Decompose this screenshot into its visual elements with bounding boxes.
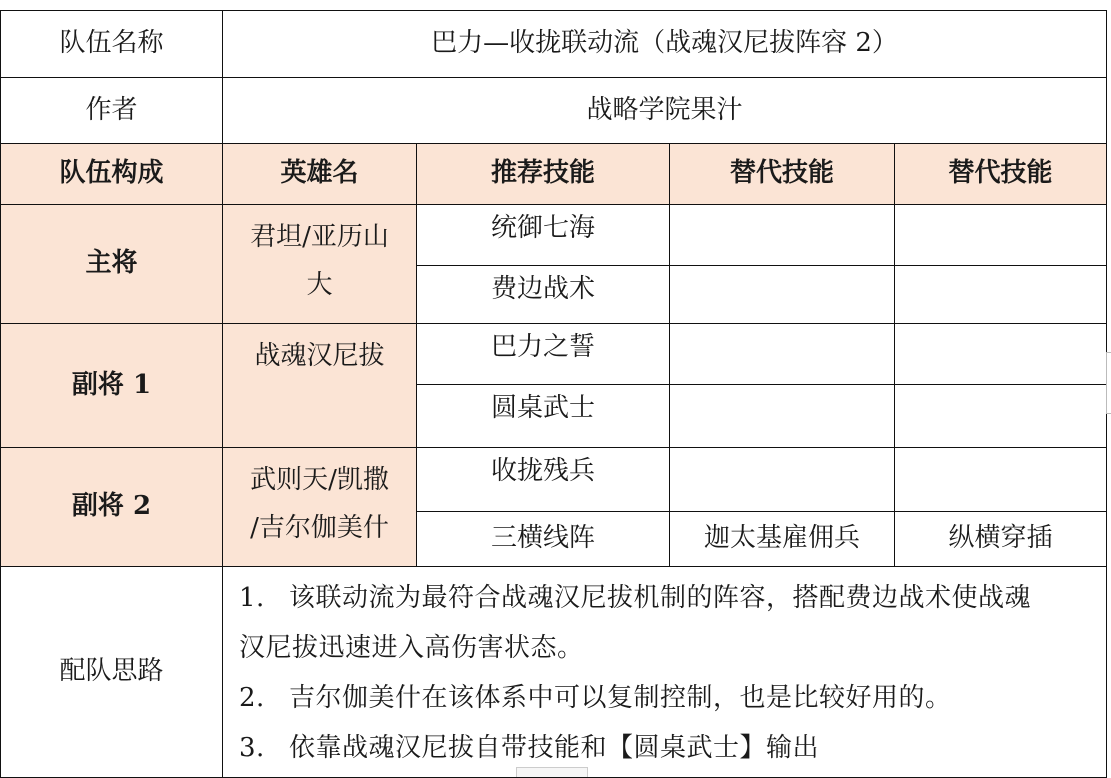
header-alt-skill-2: 替代技能 <box>895 144 1107 205</box>
idea-line-text: 依靠战魂汉尼拔自带技能和【圆桌武士】输出 <box>289 733 820 763</box>
recommended-skill: 收拢残兵 <box>417 448 670 512</box>
header-recommended-skill: 推荐技能 <box>417 144 670 205</box>
header-alt-skill-1: 替代技能 <box>670 144 895 205</box>
alt-skill-2 <box>895 385 1107 448</box>
alt-skill-1 <box>670 324 895 385</box>
alt-skill-2 <box>895 448 1107 512</box>
idea-line-number: 2. <box>239 683 265 713</box>
alt-skill-2 <box>895 205 1107 266</box>
role-main-general: 主将 <box>1 205 223 324</box>
hero-name-line: 君坦/亚历山 <box>250 222 389 252</box>
idea-line-text: 吉尔伽美什在该体系中可以复制控制，也是比较好用的。 <box>289 683 952 713</box>
hero-name-line: 战魂汉尼拔 <box>254 341 385 371</box>
header-hero: 英雄名 <box>223 144 417 205</box>
hero-main-general <box>223 205 417 324</box>
recommended-skill: 圆桌武士 <box>417 385 670 448</box>
team-name-value: 巴力—收拢联动流（战魂汉尼拔阵容 2） <box>223 11 1107 78</box>
header-composition: 队伍构成 <box>1 144 223 205</box>
idea-line <box>239 573 1090 623</box>
alt-skill-1: 迦太基雇佣兵 <box>670 512 895 567</box>
idea-label: 配队思路 <box>1 567 223 778</box>
idea-line-text: 该联动流为最符合战魂汉尼拔机制的阵容，搭配费边战术使战魂 <box>289 583 1032 613</box>
idea-line-text: 汉尼拔迅速进入高伤害状态。 <box>239 633 584 663</box>
alt-skill-1 <box>670 205 895 266</box>
idea-content <box>223 567 1107 778</box>
table-resize-handle[interactable] <box>1106 352 1111 414</box>
hero-name-line: 大 <box>306 270 333 300</box>
recommended-skill: 巴力之誓 <box>417 324 670 385</box>
role-deputy-2: 副将 2 <box>1 448 223 567</box>
alt-skill-1 <box>670 266 895 324</box>
alt-skill-2: 纵横穿插 <box>895 512 1107 567</box>
author-value: 战略学院果汁 <box>223 78 1107 144</box>
idea-line <box>239 723 1090 773</box>
hero-name-line: 武则天/凯撒 <box>250 465 389 495</box>
idea-line-number: 1. <box>239 583 265 613</box>
author-label: 作者 <box>1 78 223 144</box>
hero-deputy-1 <box>223 324 417 448</box>
alt-skill-2 <box>895 324 1107 385</box>
idea-line <box>239 673 1090 723</box>
recommended-skill: 三横线阵 <box>417 512 670 567</box>
team-lineup-table <box>0 10 1107 778</box>
recommended-skill: 统御七海 <box>417 205 670 266</box>
alt-skill-1 <box>670 448 895 512</box>
role-deputy-1: 副将 1 <box>1 324 223 448</box>
recommended-skill: 费边战术 <box>417 266 670 324</box>
alt-skill-1 <box>670 385 895 448</box>
alt-skill-2 <box>895 266 1107 324</box>
team-name-label: 队伍名称 <box>1 11 223 78</box>
hero-name-line: /吉尔伽美什 <box>250 513 389 543</box>
idea-line-number: 3. <box>239 733 265 763</box>
idea-line <box>239 623 1090 673</box>
hero-deputy-2 <box>223 448 417 567</box>
